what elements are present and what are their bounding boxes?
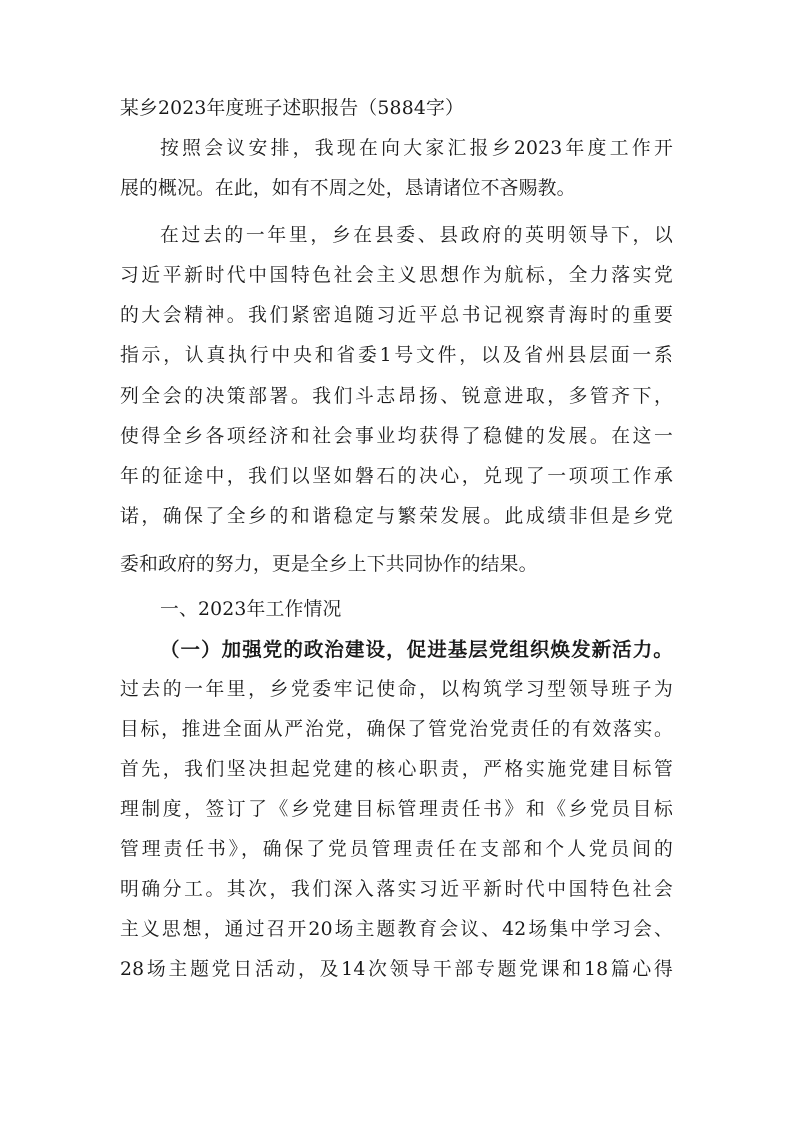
text-line: 列全会的决策部署。我们斗志昂扬、锐意进取，多管齐下， <box>120 386 673 407</box>
text-line: 目标，推进全面从严治党，确保了管党治党责任的有效落实。 <box>120 719 673 740</box>
text-line: 指示，认真执行中央和省委1号文件，以及省州县层面一系 <box>120 345 673 366</box>
text-line: 过去的一年里，乡党委牢记使命，以构筑学习型领导班子为 <box>120 679 673 700</box>
text-line: 年的征途中，我们以坚如磐石的决心，兑现了一项项工作承 <box>120 466 673 487</box>
text-line: 在过去的一年里，乡在县委、县政府的英明领导下，以 <box>160 225 673 246</box>
text-line: 展的概况。在此，如有不周之处，恳请诸位不吝赐教。 <box>120 178 576 199</box>
text-line: 28场主题党日活动，及14次领导干部专题党课和18篇心得 <box>120 959 673 980</box>
text-line: 按照会议安排，我现在向大家汇报乡2023年度工作开 <box>160 138 673 159</box>
text-line: 的大会精神。我们紧密追随习近平总书记视察青海时的重要 <box>120 305 673 326</box>
section-heading: 一、2023年工作情况 <box>160 599 342 620</box>
text-line: 习近平新时代中国特色社会主义思想作为航标，全力落实党 <box>120 265 673 286</box>
text-line: 理制度，签订了《乡党建目标管理责任书》和《乡党员目标 <box>120 799 673 820</box>
text-line: 明确分工。其次，我们深入落实习近平新时代中国特色社会 <box>120 879 673 900</box>
document-title: 某乡2023年度班子述职报告（5884字） <box>120 98 464 119</box>
text-line: 使得全乡各项经济和社会事业均获得了稳健的发展。在这一 <box>120 426 673 447</box>
text-line: 主义思想，通过召开20场主题教育会议、42场集中学习会、 <box>120 919 673 940</box>
text-line: 首先，我们坚决担起党建的核心职责，严格实施党建目标管 <box>120 759 673 780</box>
text-line: 管理责任书》，确保了党员管理责任在支部和个人党员间的 <box>120 839 673 860</box>
subsection-heading: （一）加强党的政治建设，促进基层党组织焕发新活力。 <box>160 638 673 661</box>
text-line: 诺，确保了全乡的和谐稳定与繁荣发展。此成绩非但是乡党 <box>120 506 673 527</box>
text-line: 委和政府的努力，更是全乡上下共同协作的结果。 <box>120 554 538 575</box>
